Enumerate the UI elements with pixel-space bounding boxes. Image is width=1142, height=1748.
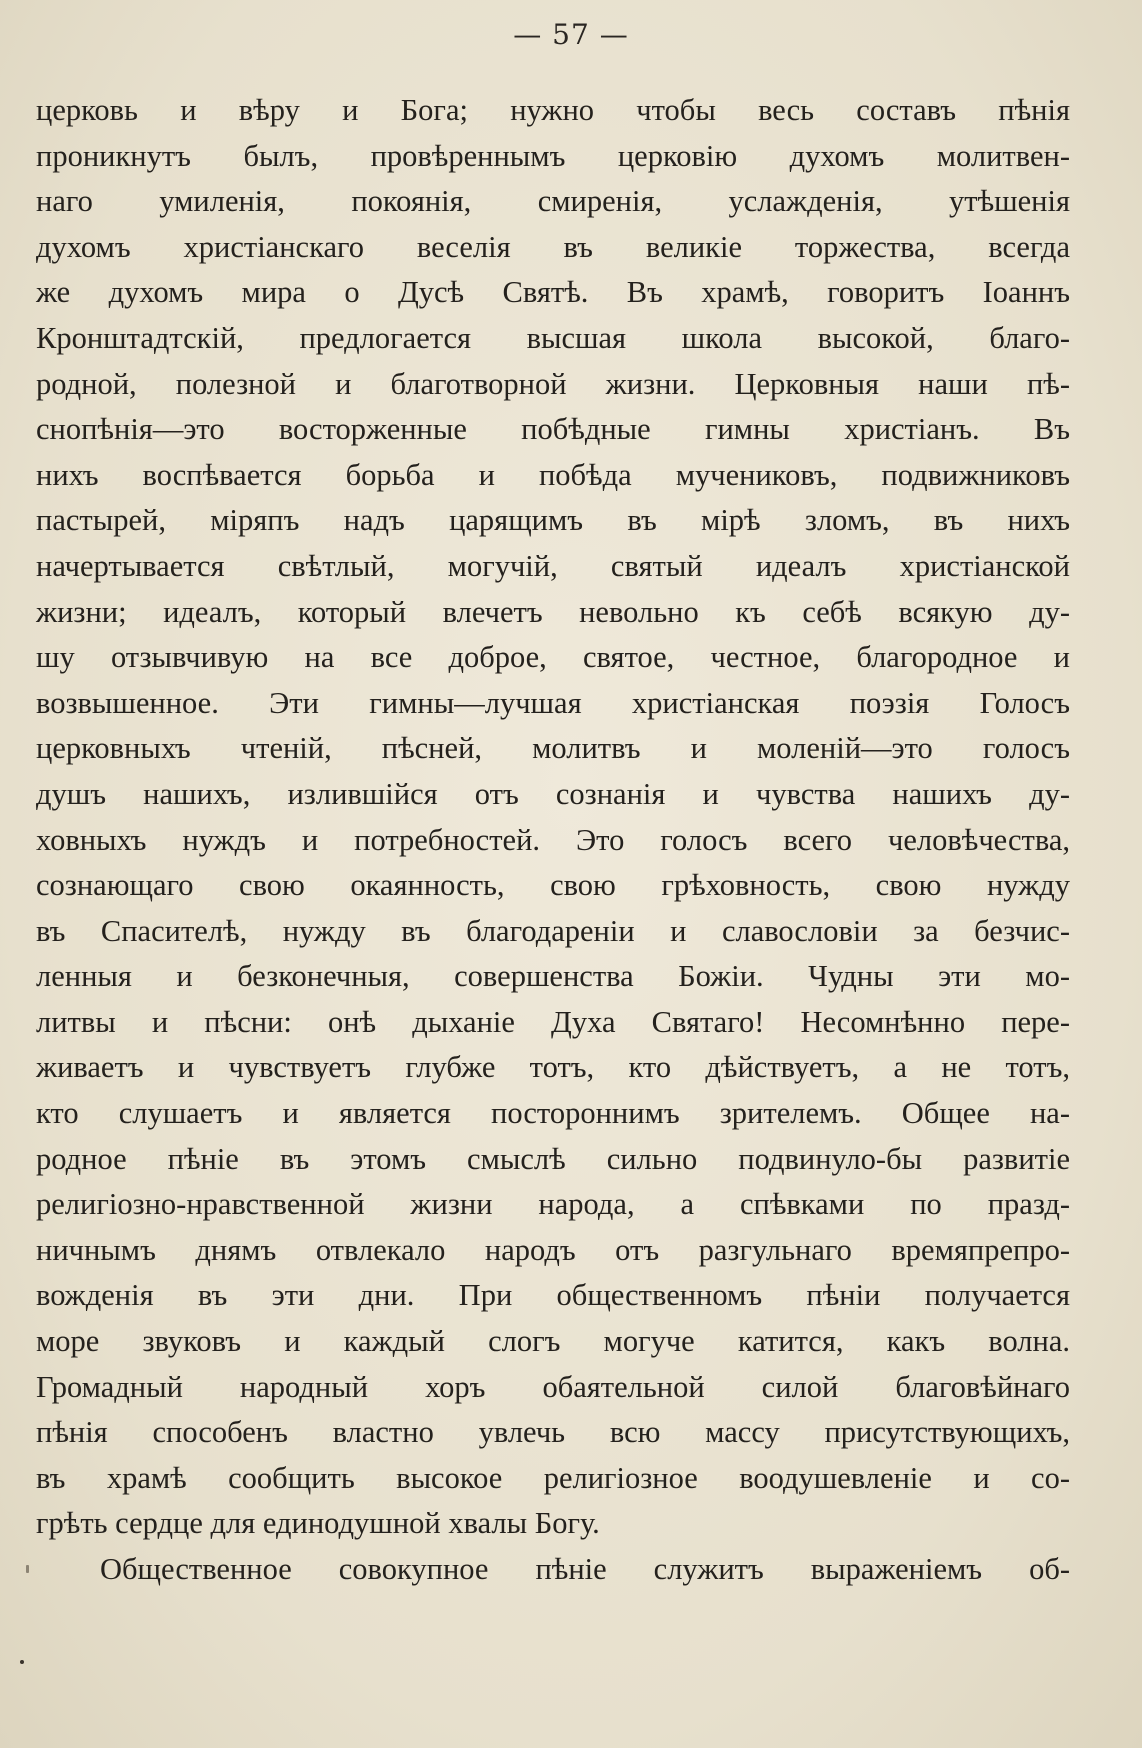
text-line: кто слушаетъ и является постороннимъ зрителемъ. Общее на- [36, 1096, 1070, 1131]
text-line: возвышенное. Эти гимны—лучшая христіанская поэзія Голосъ [36, 685, 1070, 720]
text-line: шу отзывчивую на все доброе, святое, честное, благородное и [36, 640, 1070, 675]
text-line: пѣнія способенъ властно увлечь всю массу присутствующихъ, [36, 1415, 1070, 1450]
text-line: море звуковъ и каждый слогъ могуче катится, какъ волна. [36, 1324, 1070, 1359]
text-line: наго умиленія, покоянія, смиренія, услажденія, утѣшенія [36, 184, 1070, 219]
paragraph-end-line: грѣть сердце для единодушной хвалы Богу. [36, 1506, 600, 1541]
paper-speck [20, 1660, 24, 1664]
text-line: жизни; идеалъ, который влечетъ невольно къ себѣ всякую ду- [36, 594, 1070, 629]
paragraph-start-line: Общественное совокупное пѣніе служитъ выраженіемъ об- [100, 1552, 1070, 1586]
text-line: ховныхъ нуждъ и потребностей. Это голосъ всего человѣчества, [36, 822, 1070, 857]
text-line: душъ нашихъ, излившійся отъ сознанія и чувства нашихъ ду- [36, 776, 1070, 811]
text-line: сознающаго свою окаянность, свою грѣховность, свою нужду [36, 868, 1070, 903]
text-line: пастырей, міряпъ надъ царящимъ въ мірѣ зломъ, въ нихъ [36, 503, 1070, 538]
text-line: литвы и пѣсни: онѣ дыханіе Духа Святаго! Несомнѣнно пере- [36, 1004, 1070, 1039]
text-line: церковь и вѣру и Бога; нужно чтобы весь составъ пѣнія [36, 93, 1070, 127]
text-line: же духомъ мира о Дусѣ Святѣ. Въ храмѣ, говоритъ Іоаннъ [36, 275, 1070, 310]
text-line: ленныя и безконечныя, совершенства Божіи. Чудны эти мо- [36, 959, 1070, 994]
text-line: религіозно-нравственной жизни народа, а спѣвками по празд- [36, 1187, 1070, 1222]
text-line: въ Спасителѣ, нужду въ благодареніи и славословіи за безчис- [36, 913, 1070, 948]
text-line: въ храмѣ сообщить высокое религіозное воодушевленіе и со- [36, 1460, 1070, 1495]
text-line: нихъ воспѣвается борьба и побѣда мучениковъ, подвижниковъ [36, 457, 1070, 492]
text-line: родное пѣніе въ этомъ смыслѣ сильно подвинуло-бы развитіе [36, 1141, 1070, 1176]
text-line: Кронштадтскій, предлогается высшая школа высокой, благо- [36, 320, 1070, 355]
text-line: живаетъ и чувствуетъ глубже тотъ, кто дѣйствуетъ, а не тотъ, [36, 1050, 1070, 1085]
page-number: — 57 — [513, 18, 629, 51]
text-line: Громадный народный хоръ обаятельной силой благовѣйнаго [36, 1369, 1070, 1404]
text-line: церковныхъ чтеній, пѣсней, молитвъ и моленій—это голосъ [36, 731, 1070, 766]
text-line: начертывается свѣтлый, могучій, святый идеалъ христіанской [36, 548, 1070, 583]
paper-speck [26, 1565, 29, 1573]
body-text [36, 88, 1070, 1593]
text-line: снопѣнія—это восторженные побѣдные гимны христіанъ. Въ [36, 412, 1070, 447]
text-line: родной, полезной и благотворной жизни. Церковныя наши пѣ- [36, 366, 1070, 401]
text-line: ничнымъ днямъ отвлекало народъ отъ разгульнаго времяпрепро- [36, 1232, 1070, 1267]
text-line: духомъ христіанскаго веселія въ великіе торжества, всегда [36, 229, 1070, 264]
text-line: вожденія въ эти дни. При общественномъ пѣніи получается [36, 1278, 1070, 1313]
text-line: проникнутъ былъ, провѣреннымъ церковію духомъ молитвен- [36, 138, 1070, 173]
